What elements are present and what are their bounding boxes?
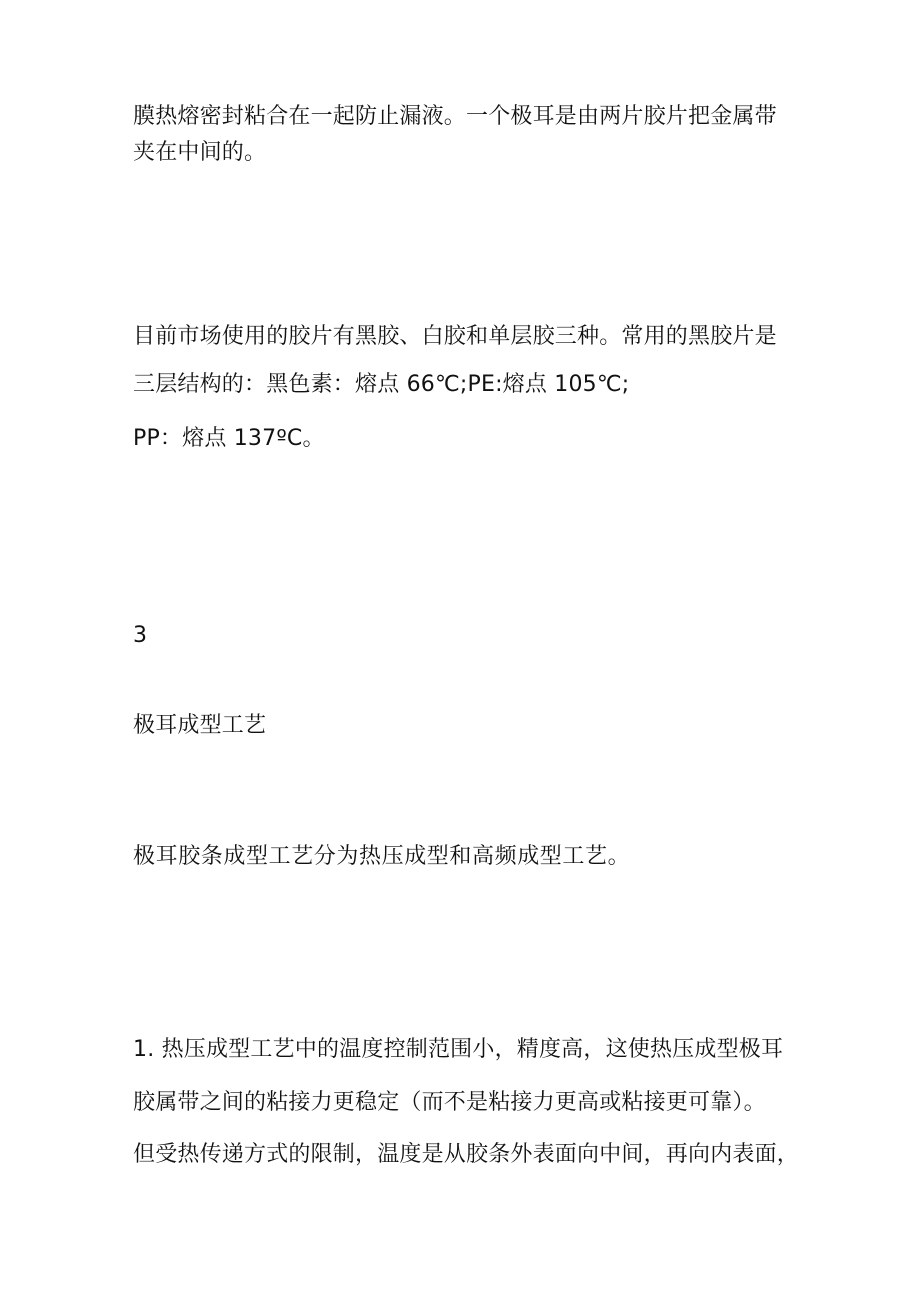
paragraph-3-line-1: 极耳胶条成型工艺分为热压成型和高频成型工艺。 — [133, 844, 631, 869]
paragraph-1-line-1: 膜热熔密封粘合在一起防止漏液。一个极耳是由两片胶片把金属带 — [133, 104, 777, 129]
paragraph-2-line-3: PP：熔点 137ºC。 — [133, 426, 325, 451]
paragraph-2-line-1: 目前市场使用的胶片有黑胶、白胶和单层胶三种。常用的黑胶片是 — [133, 324, 777, 349]
paragraph-4-line-1: 1. 热压成型工艺中的温度控制范围小，精度高，这使热压成型极耳 — [133, 1037, 784, 1062]
paragraph-4-line-2: 胶属带之间的粘接力更稳定（而不是粘接力更高或粘接更可靠）。 — [133, 1090, 766, 1115]
paragraph-2-line-2: 三层结构的：黑色素：熔点 66℃;PE:熔点 105℃; — [133, 372, 630, 397]
section-number: 3 — [133, 623, 148, 648]
section-title: 极耳成型工艺 — [133, 713, 267, 738]
paragraph-1-line-2: 夹在中间的。 — [133, 140, 267, 165]
paragraph-4-line-3: 但受热传递方式的限制，温度是从胶条外表面向中间，再向内表面， — [133, 1142, 800, 1167]
